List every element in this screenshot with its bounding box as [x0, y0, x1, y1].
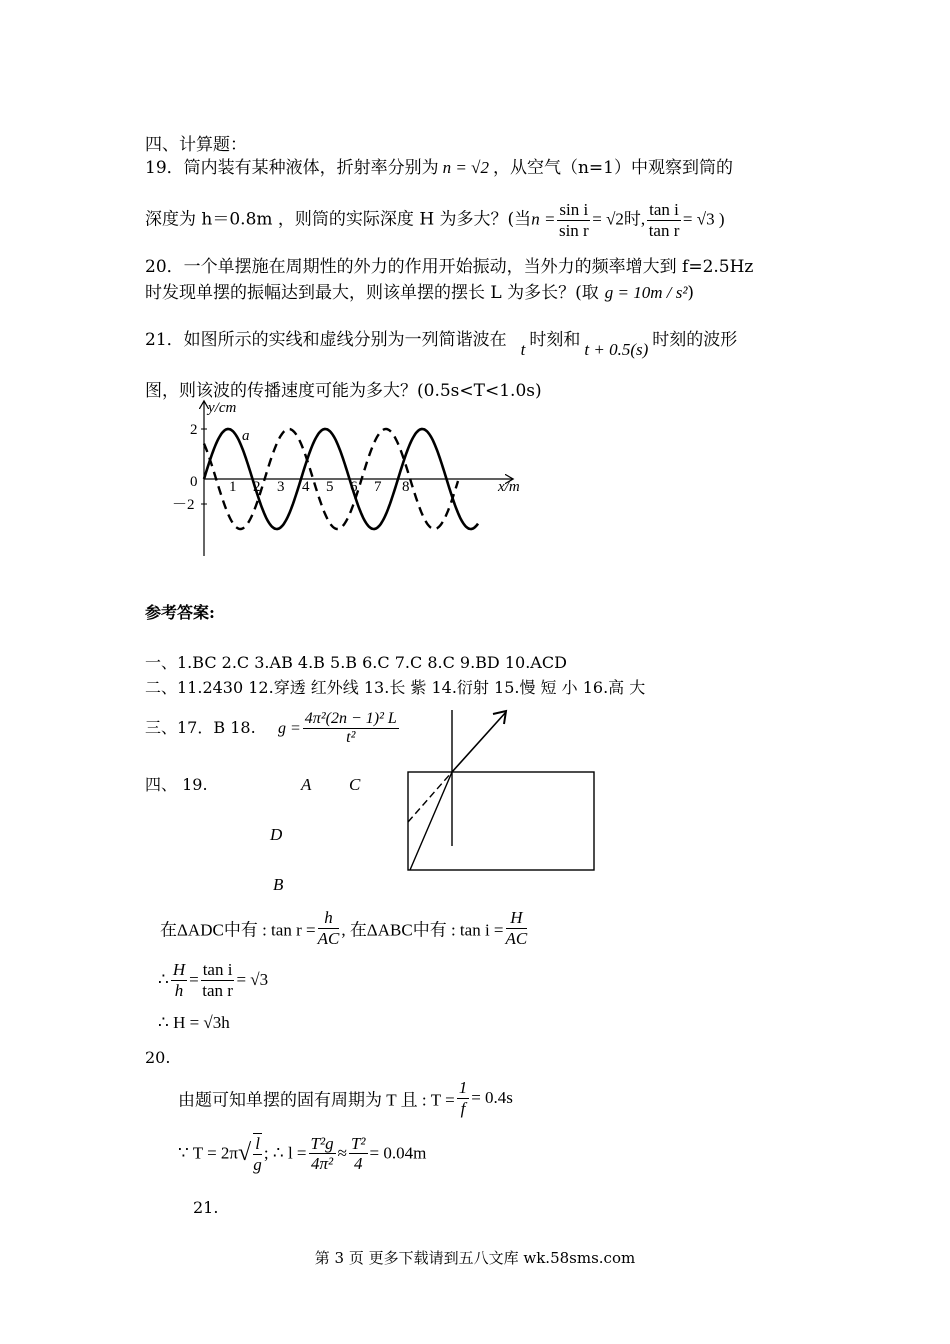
sol19-h2: h	[174, 980, 184, 1000]
sol19-h: h	[318, 908, 340, 929]
answer-line-1: 一、1.BC 2.C 3.AB 4.B 5.B 6.C 7.C 8.C 9.BD 10.ACD	[145, 653, 567, 672]
q19-tan-fraction	[647, 200, 681, 240]
q21-prefix: 21．如图所示的实线和虚线分别为一列简谐波在	[145, 330, 507, 350]
x-tick-label-5: 5	[326, 479, 334, 495]
sol20-line1	[178, 1078, 513, 1118]
sol19-line1	[160, 908, 529, 948]
sol20-T2g: T²g	[310, 1133, 334, 1153]
x-tick-label-3: 3	[277, 479, 285, 495]
y-tick-label-2: 2	[190, 422, 198, 438]
wave-graph	[160, 398, 540, 560]
sol19-ac2: AC	[505, 928, 528, 948]
answer-line-3: 三、17．B 18.	[145, 718, 256, 737]
sol20-4pi2: 4π²	[311, 1154, 334, 1174]
sol19-frac-H-h	[171, 960, 187, 1000]
section-title: 四、计算题：	[145, 135, 247, 155]
sol19-frac-h-ac	[318, 908, 340, 948]
sol19-H2: H	[172, 960, 186, 979]
q21-line2: 图，则该波的传播速度可能为多大？(0.5s<T<1.0s)	[145, 381, 542, 401]
sol19-H: H	[506, 908, 528, 929]
sol20-frac-T2g	[309, 1134, 336, 1174]
y-axis-label: y/cm	[208, 400, 237, 416]
formula-den: t²	[346, 729, 356, 747]
sol20-g: g	[253, 1154, 262, 1174]
sol20-approx: ≈	[337, 1143, 347, 1163]
q19-line2	[145, 200, 725, 240]
x-tick-label-8: 8	[402, 479, 410, 495]
sol20-f: f	[460, 1098, 466, 1118]
x-tick-label-4: 4	[302, 479, 310, 495]
sol19-tan-i-text: , 在ΔABC中有 : tan i =	[341, 920, 504, 940]
x-tick-label-2: 2	[253, 479, 261, 495]
sol20-one: 1	[458, 1078, 468, 1097]
label-C: C	[349, 775, 361, 794]
q21-t2: t + 0.5(s)	[584, 340, 649, 359]
formula-g: g =	[278, 719, 301, 737]
sol20-T-eq: ∵ T = 2π	[178, 1143, 239, 1163]
ray-arrowhead-icon	[493, 711, 506, 724]
container-rect	[408, 772, 594, 870]
answer-line-2: 二、11.2430 12.穿透 红外线 13.长 紫 14.衍射 15.慢 短 小 16.高 大	[145, 678, 646, 697]
sol20-T2: T²	[350, 1133, 366, 1153]
q19-tan-i: tan i	[649, 200, 679, 219]
label-A: A	[301, 775, 312, 794]
sol19-tan-r-text: 在ΔADC中有 : tan r =	[160, 920, 316, 940]
curve-label-a: a	[242, 428, 250, 444]
label-B: B	[273, 875, 284, 894]
q19-suffix: ，从空气（n=1）中观察到筒的	[492, 158, 733, 178]
q19-tan-r: tan r	[648, 220, 680, 240]
label-D: D	[270, 825, 283, 844]
sqrt-sign-icon: √	[238, 1140, 252, 1167]
x-tick-label-6: 6	[350, 479, 358, 495]
sol20-label: 20.	[145, 1048, 171, 1067]
sol20-four: 4	[353, 1154, 363, 1174]
q21-line1	[145, 325, 738, 359]
sol20-frac-l-g	[253, 1133, 262, 1174]
sol20-l: l	[255, 1134, 260, 1153]
q20-line2-text: 时发现单摆的振幅达到最大，则该单摆的摆长 L 为多长？(取	[145, 283, 599, 303]
sol20-l-eq: ; ∴ l =	[263, 1143, 307, 1163]
x-tick-label-1: 1	[229, 479, 237, 495]
sol19-tan-r: tan r	[202, 980, 233, 1000]
page-footer: 第 3 页 更多下载请到五八文库 wk.58sms.com	[314, 1249, 636, 1267]
q19-eq-sqrt2: = √2时,	[592, 209, 646, 229]
q21-t: t	[520, 340, 526, 359]
q19-line2-text: 深度为 h＝0.8m ，则筒的实际深度 H 为多大？(当	[145, 209, 532, 230]
y-tick-label-0: 0	[190, 474, 198, 490]
sol20-result1: = 0.4s	[471, 1088, 513, 1108]
emerging-ray	[452, 712, 506, 772]
q19-line1	[145, 153, 733, 178]
q19-sin-i: sin i	[559, 200, 589, 219]
q21-suffix: 时刻的波形	[652, 330, 738, 350]
sol19-line2	[158, 960, 268, 1000]
formula-fraction	[303, 710, 399, 748]
refraction-diagram	[400, 700, 600, 878]
q19-eq-sqrt3: = √3 )	[682, 209, 725, 229]
q19-sin-r: sin r	[558, 220, 589, 240]
sol19-therefore: ∴	[158, 970, 169, 990]
answers-title: 参考答案:	[145, 603, 215, 622]
sol19-result: = √3	[236, 970, 269, 990]
sol20-frac-1-f	[457, 1078, 470, 1118]
x-tick-label-7: 7	[374, 479, 382, 495]
y-tick-label-neg2: －2	[172, 497, 195, 513]
q20-line2	[145, 278, 694, 303]
q19-sin-fraction	[557, 200, 590, 240]
x-axis-label: x/m	[498, 479, 520, 495]
sol20-period-text: 由题可知单摆的固有周期为 T 且 : T =	[178, 1090, 455, 1110]
q19-n-eq: n = √2	[442, 158, 489, 177]
q20-g-eq: g = 10m / s²	[604, 283, 688, 302]
sol19-tan-i: tan i	[202, 960, 233, 979]
formula-num: 4π²(2n − 1)² L	[303, 710, 399, 729]
virtual-ray	[408, 772, 452, 822]
q19-hint-n: n =	[531, 209, 556, 229]
answer-line-4: 四、 19.	[145, 775, 208, 794]
refracted-ray	[410, 772, 452, 870]
sol20-frac-T2-4	[349, 1134, 368, 1174]
sol19-frac-tan	[201, 960, 235, 1000]
sol19-frac-H-ac	[506, 908, 528, 948]
sol20-line2	[178, 1133, 426, 1174]
sol19-ac: AC	[317, 928, 340, 948]
q19-prefix: 19．筒内装有某种液体，折射率分别为	[145, 158, 439, 178]
sol21-label: 21.	[193, 1198, 219, 1217]
sol19-line3: ∴ H = √3h	[158, 1013, 230, 1032]
q21-mid: 时刻和	[529, 330, 581, 350]
q20-close: )	[687, 283, 695, 303]
sol19-eq: =	[189, 970, 199, 990]
q20-line1: 20．一个单摆施在周期性的外力的作用开始振动，当外力的频率增大到 f=2.5Hz	[145, 257, 754, 277]
sol20-result2: = 0.04m	[369, 1143, 427, 1163]
x-tick-labels	[229, 479, 410, 495]
answer-18-formula	[278, 710, 401, 748]
